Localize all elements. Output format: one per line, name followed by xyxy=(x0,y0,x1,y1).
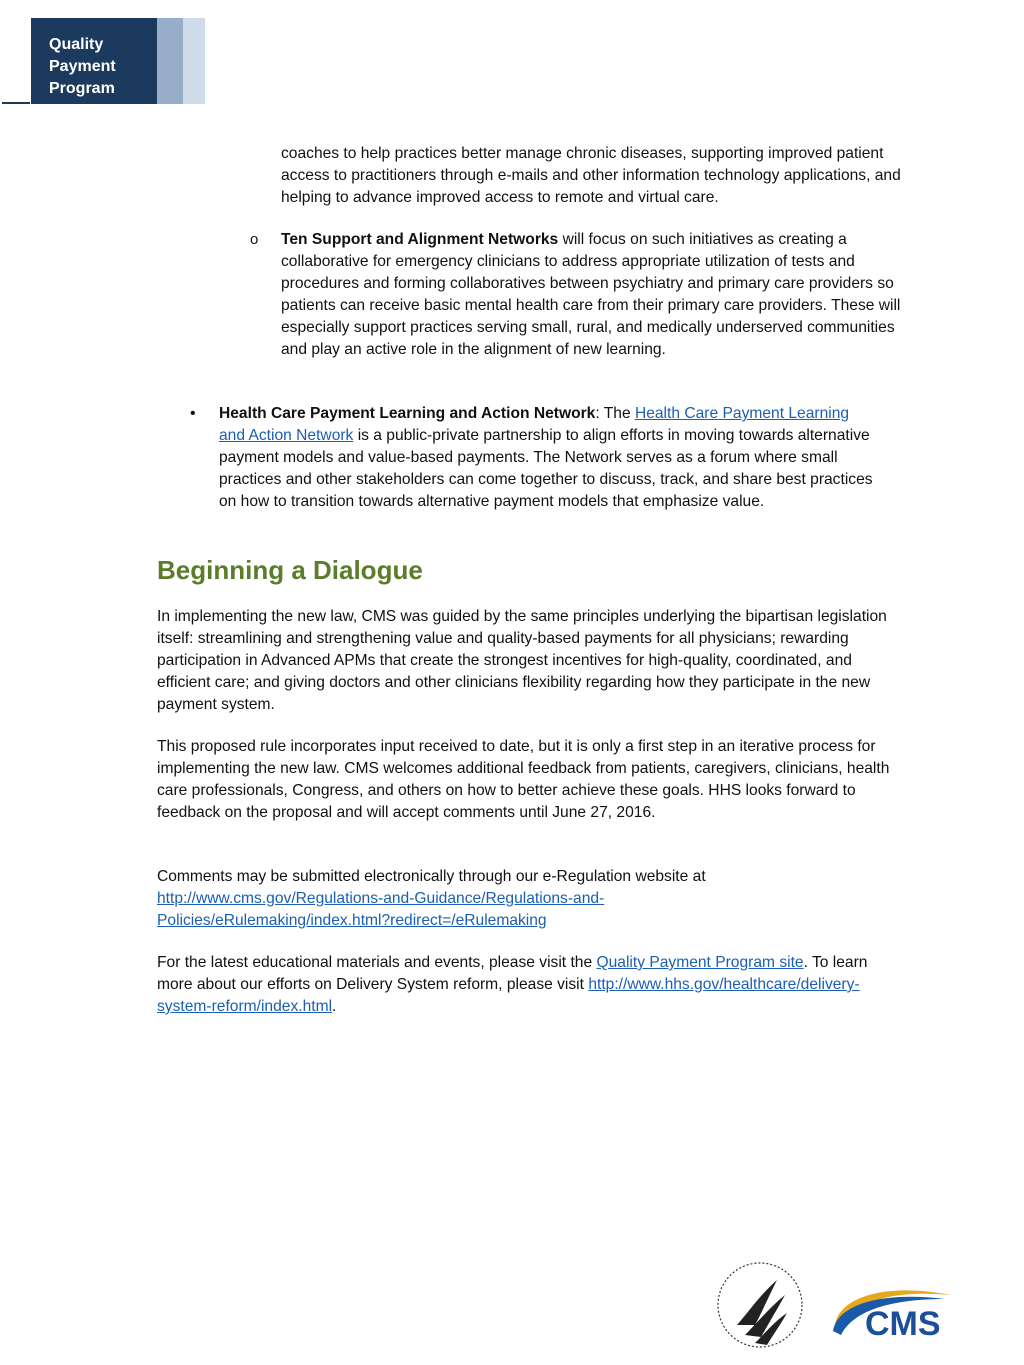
logo-strip-mid xyxy=(157,18,183,104)
paragraph-2: This proposed rule incorporates input received to date, but it is only a first step in an iterative process for implementing the new law. CMS welcomes additional feedback from patients, caregivers, clinicians, health care professionals, Congress, and others on how to better achieve these goals. HHS looks forward to feedback on the proposal and will accept comments until June 27, 2016. xyxy=(157,738,890,821)
delivery-system-reform-link[interactable]: http://www.hhs.gov/healthcare/delivery-system-reform/index.html xyxy=(157,976,860,1015)
logo-line-1: Quality xyxy=(49,36,104,53)
cms-logo-text: CMS xyxy=(865,1305,941,1343)
paragraph-3 xyxy=(157,866,912,932)
erulemaking-link[interactable] xyxy=(157,890,604,929)
paragraph-4-end: . xyxy=(332,998,337,1015)
hhs-seal-icon xyxy=(718,1263,802,1347)
erulemaking-link-line1: http://www.cms.gov/Regulations-and-Guidance/Regulations-and- xyxy=(157,890,605,907)
bullet-after-title: : The xyxy=(595,405,635,422)
continued-paragraph: coaches to help practices better manage chronic diseases, supporting improved patient access to practitioners through e-mails and other information technology applications, and helping to advance improved access to remote and virtual care. xyxy=(281,145,901,206)
erulemaking-link-line2: Policies/eRulemaking/index.html?redirect=/eRulemaking xyxy=(157,912,547,929)
paragraph-4-middle: . To learn more about our efforts on Delivery System reform, please visit xyxy=(157,954,868,993)
bullet-text: is a public-private partnership to align efforts in moving towards alternative payment models and value-based payments. The Network serves as a forum where small practices and other stakeholders can come together to discuss, track, and share best practices on how to transition towards alternative payment models that emphasize value. xyxy=(219,427,873,510)
bullet-title: Health Care Payment Learning and Action Network xyxy=(219,405,596,422)
cms-logo-icon xyxy=(833,1290,950,1343)
bullet-item xyxy=(219,403,879,513)
paragraph-3-text: Comments may be submitted electronically through our e-Regulation website at xyxy=(157,868,706,885)
agency-logos xyxy=(715,1255,960,1355)
section-heading: Beginning a Dialogue xyxy=(157,555,423,585)
sub-bullet-title: Ten Support and Alignment Networks xyxy=(281,231,559,248)
paragraph-1: In implementing the new law, CMS was guided by the same principles underlying the bipartisan legislation itself: streamlining and strengthening value and quality-based payments for all physicians; rewarding participation in Advanced APMs that create the strongest incentives for high-quality, coordinated, and efficient care; and giving doctors and other clinicians flexibility regarding how they participate in the new payment system. xyxy=(157,608,887,713)
footer-logos xyxy=(715,1255,960,1355)
sub-bullet-item xyxy=(281,229,906,361)
hcp-lan-link[interactable]: Health Care Payment Learning and Action Network xyxy=(219,405,850,444)
logo-text xyxy=(49,34,116,100)
logo-strip-light xyxy=(183,18,205,104)
logo-underline xyxy=(2,102,30,104)
sub-bullet-text: will focus on such initiatives as creating a collaborative for emergency clinicians to address appropriate utilization of tests and procedures and forming collaboratives between psychiatry and primary care providers so patients can receive basic mental health care from their primary care providers. These will especially support practices serving small, rural, and medically underserved communities and play an active role in the alignment of new learning. xyxy=(281,231,901,358)
qpp-site-link[interactable]: Quality Payment Program site xyxy=(596,954,804,971)
paragraph-4 xyxy=(157,952,907,1018)
sub-bullet-marker: o xyxy=(250,231,259,248)
paragraph-4-start: For the latest educational materials and events, please visit the xyxy=(157,954,597,971)
qpp-logo xyxy=(0,18,210,104)
bullet-marker: • xyxy=(190,405,196,422)
logo-line-3: Program xyxy=(49,80,115,97)
logo-line-2: Payment xyxy=(49,58,116,75)
